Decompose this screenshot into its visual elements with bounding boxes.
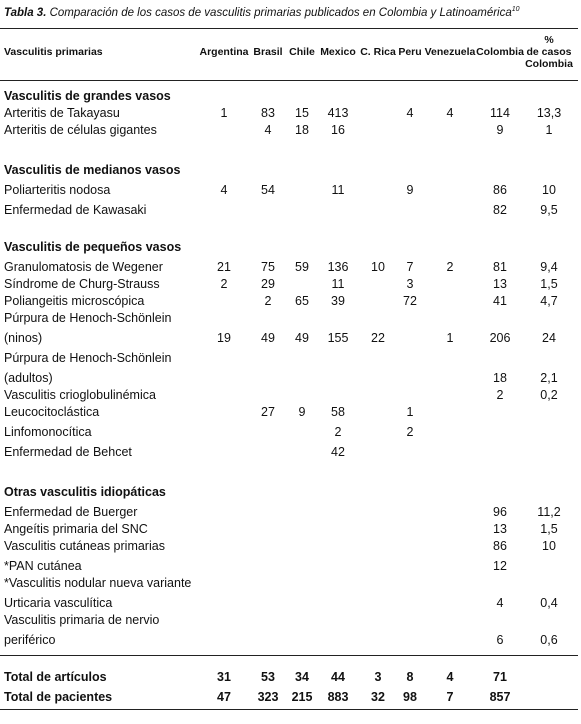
table-cell: 0,2 [540,388,558,402]
table-cell: 1 [220,106,228,120]
table-cell: 49 [295,331,309,345]
table-cell: 1 [446,331,454,345]
row-label: Vasculitis crioglobulinémica [4,388,156,402]
table-cell: 2 [334,425,342,439]
column-header-pct-line: de casos [526,46,572,58]
table-cell: 24 [542,331,556,345]
table-cell: 13,3 [536,106,562,120]
table-cell: 155 [327,331,349,345]
table-cell: 1 [545,123,553,137]
row-label: (ninos) [4,331,43,345]
table-cell: 32 [371,690,385,704]
table-cell: 6 [496,633,504,647]
caption-ref: 10 [511,6,520,13]
table-cell: 58 [331,405,345,419]
top-rule [0,28,578,29]
table-cell: 11,2 [537,505,561,519]
row-label: Vasculitis cutáneas primarias [4,539,165,553]
section-heading: Vasculitis de pequeños vasos [4,240,182,254]
table-cell: 2,1 [540,371,558,385]
table-cell: 41 [493,294,507,308]
table-cell: 215 [291,690,313,704]
table-cell: 21 [217,260,231,274]
column-header-pct-line: % [544,34,554,46]
table-cell: 81 [493,260,507,274]
table-cell: 53 [261,670,275,684]
table-cell: 96 [493,505,507,519]
table-cell: 49 [261,331,275,345]
table-cell: 65 [295,294,309,308]
column-header: Peru [398,46,422,58]
table-cell: 54 [261,183,275,197]
table-cell: 18 [493,371,507,385]
table-cell: 4 [406,106,414,120]
table-cell: 2 [406,425,414,439]
row-label: Síndrome de Churg-Strauss [4,277,160,291]
table-cell: 2 [220,277,228,291]
table-cell: 3 [374,670,382,684]
table-cell: 11 [331,183,345,197]
table-cell: 0,4 [540,596,558,610]
row-label: periférico [4,633,56,647]
table-cell: 4 [220,183,228,197]
table-cell: 13 [493,277,507,291]
table-cell: 9 [298,405,306,419]
table-cell: 15 [295,106,309,120]
table-cell: 9,4 [540,260,558,274]
table-cell: 4 [496,596,504,610]
section-heading: Vasculitis de grandes vasos [4,89,171,103]
table-cell: 1,5 [540,522,558,536]
row-label: Arteritis de células gigantes [4,123,157,137]
table-cell: 413 [327,106,349,120]
table-cell: 59 [295,260,309,274]
table-cell: 4 [264,123,272,137]
total-row-label: Total de artículos [4,670,107,684]
row-label: Enfermedad de Kawasaki [4,203,147,217]
table-cell: 72 [403,294,417,308]
column-header: Chile [289,46,315,58]
table-cell: 4,7 [540,294,558,308]
table-cell: 0,6 [540,633,558,647]
table-cell: 9,5 [540,203,558,217]
table-cell: 9 [496,123,504,137]
row-label: Enfermedad de Behcet [4,445,132,459]
table-cell: 10 [542,539,556,553]
caption-text: Comparación de los casos de vasculitis primarias publicados en Colombia y Latinoamérica [46,6,512,19]
table-cell: 44 [331,670,345,684]
table-cell: 16 [331,123,345,137]
table-cell: 27 [261,405,275,419]
row-label: Vasculitis primaria de nervio [4,613,160,627]
section-heading: Vasculitis de medianos vasos [4,163,181,177]
header-first: Vasculitis primarias [4,46,103,58]
column-header: Colombia [476,46,524,58]
row-label: Urticaria vasculítica [4,596,113,610]
table-cell: 98 [403,690,417,704]
table-cell: 2 [496,388,504,402]
column-header: Venezuela [424,46,476,58]
row-label: Poliangeitis microscópica [4,294,145,308]
row-label: Leucocitoclástica [4,405,100,419]
row-label: (adultos) [4,371,53,385]
table-cell: 29 [261,277,275,291]
row-label: Linfomonocítica [4,425,92,439]
table-cell: 18 [295,123,309,137]
table-cell: 47 [217,690,231,704]
table-cell: 34 [295,670,309,684]
table-cell: 10 [371,260,385,274]
table-cell: 75 [261,260,275,274]
caption-label: Tabla 3. [4,6,47,19]
table-cell: 114 [490,106,510,120]
table-cell: 86 [493,539,507,553]
table-cell: 857 [489,690,511,704]
column-header-pct-line: Colombia [525,58,573,70]
table-cell: 22 [371,331,385,345]
table-cell: 13 [493,522,507,536]
table-cell: 82 [493,203,507,217]
table-cell: 9 [406,183,414,197]
row-label: *PAN cutánea [4,559,82,573]
row-label: Poliarteritis nodosa [4,183,111,197]
table-cell: 86 [493,183,507,197]
table-cell: 31 [217,670,231,684]
table-cell: 12 [493,559,507,573]
row-label: Angeítis primaria del SNC [4,522,148,536]
table-cell: 1 [406,405,414,419]
table-cell: 42 [331,445,345,459]
table-cell: 206 [489,331,511,345]
row-label: Granulomatosis de Wegener [4,260,163,274]
table-cell: 7 [446,690,454,704]
table-cell: 11 [331,277,345,291]
column-header: C. Rica [360,46,396,58]
table-cell: 3 [406,277,414,291]
row-label: Enfermedad de Buerger [4,505,138,519]
table-cell: 19 [217,331,231,345]
table-cell: 7 [406,260,414,274]
totals-rule [0,655,578,656]
column-header: Brasil [253,46,283,58]
table-cell: 8 [406,670,414,684]
table-cell: 2 [264,294,272,308]
table-cell: 71 [493,670,507,684]
table-cell: 39 [331,294,345,308]
table-cell: 1,5 [540,277,558,291]
table-cell: 4 [446,670,454,684]
row-label: Púrpura de Henoch-Schönlein [4,351,172,365]
section-heading: Otras vasculitis idiopáticas [4,485,166,499]
table-cell: 136 [327,260,349,274]
table-cell: 2 [446,260,454,274]
header-rule [0,80,578,81]
row-label: Arteritis de Takayasu [4,106,120,120]
table-cell: 4 [446,106,454,120]
table-cell: 323 [257,690,279,704]
table-cell: 10 [542,183,556,197]
total-row-label: Total de pacientes [4,690,113,704]
column-header: Argentina [199,46,249,58]
column-header: Mexico [320,46,356,58]
table-caption [4,6,520,19]
table-cell: 883 [327,690,349,704]
table-cell: 83 [261,106,275,120]
row-label: Púrpura de Henoch-Schönlein [4,311,172,325]
bottom-rule [0,709,578,710]
row-label: *Vasculitis nodular nueva variante [4,576,192,590]
